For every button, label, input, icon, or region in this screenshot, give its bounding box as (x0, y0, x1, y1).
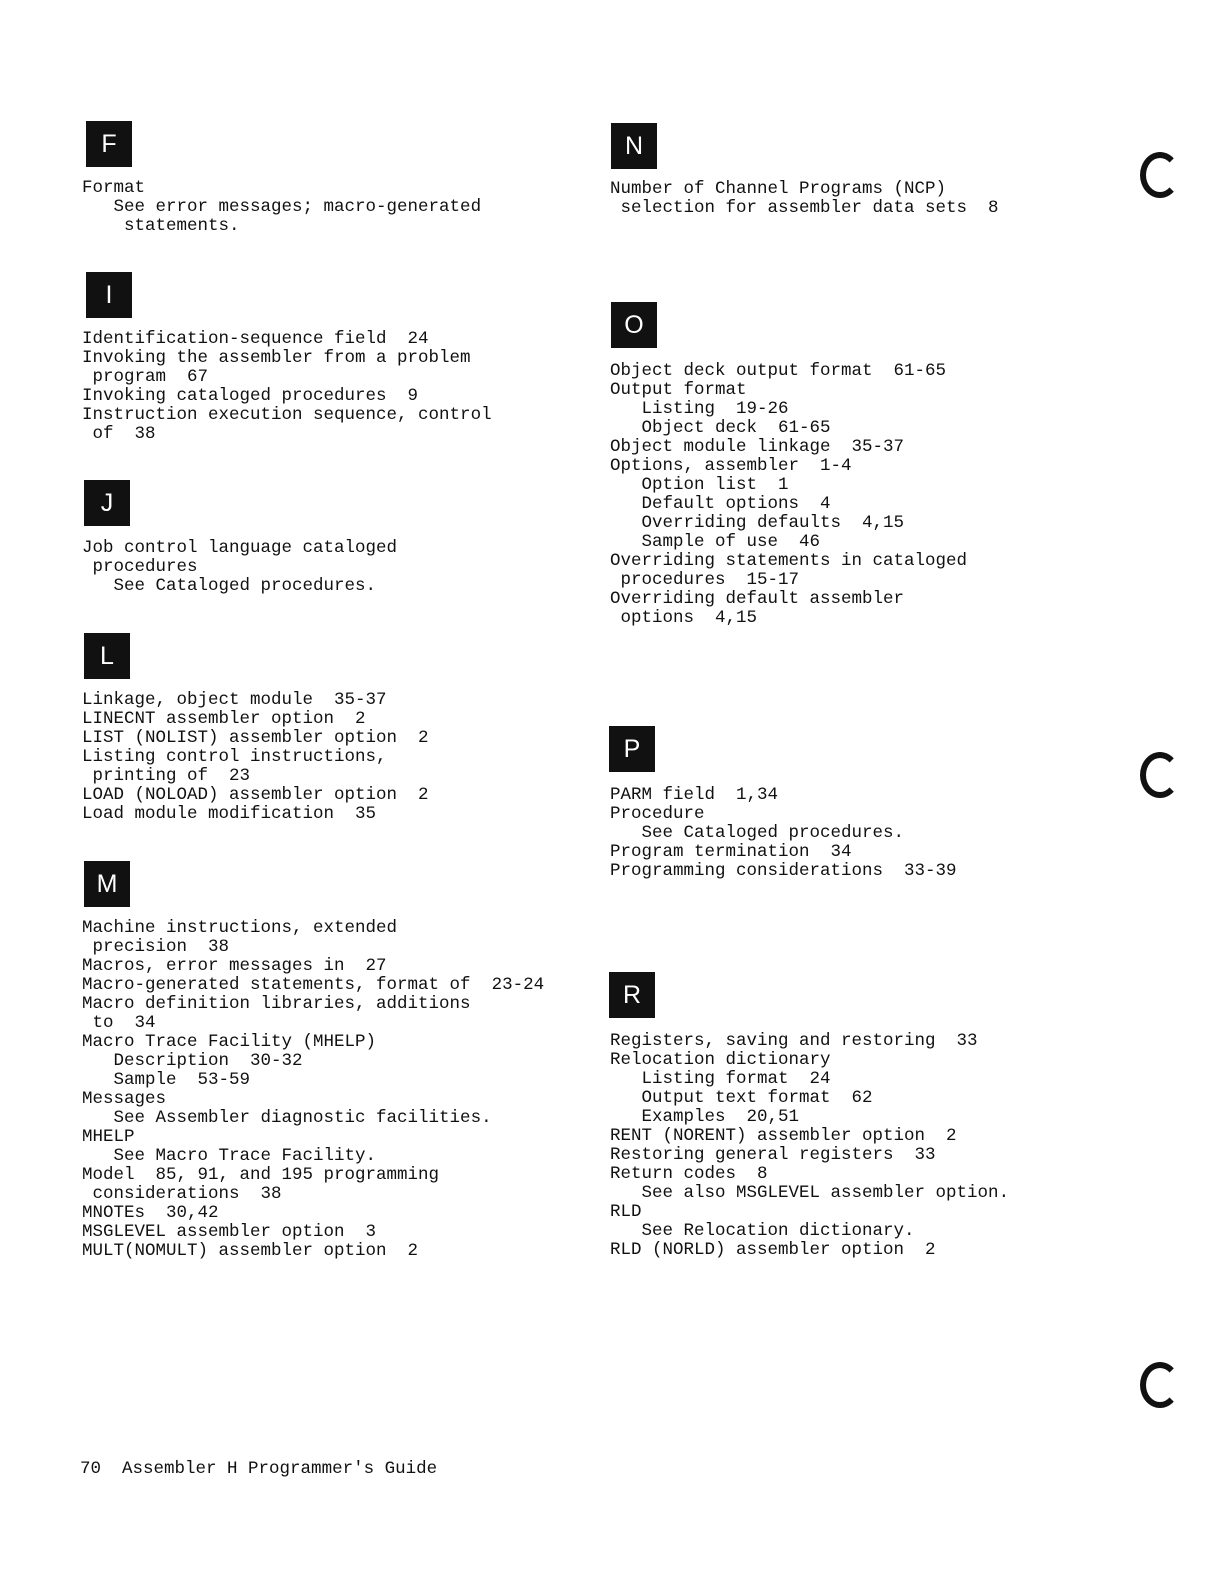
index-entry-line: See Cataloged procedures. (610, 823, 905, 843)
index-entry-line: MNOTEs 30,42 (82, 1203, 219, 1223)
index-entry-list (610, 1032, 1009, 1260)
index-entry-line: Load module modification 35 (82, 804, 377, 824)
index-entry-line: Number of Channel Programs (NCP) (610, 179, 947, 199)
index-entries-O (610, 350, 967, 628)
binder-hole-icon (1140, 752, 1180, 798)
index-entry-list (610, 180, 999, 218)
index-entry-line: See Relocation dictionary. (610, 1221, 915, 1241)
index-entry-line: Output text format 62 (610, 1088, 873, 1108)
index-section-F (86, 121, 132, 167)
index-section-L (84, 633, 130, 679)
index-section-I (86, 272, 132, 318)
index-entries-N (610, 168, 999, 218)
index-entry-list (610, 786, 957, 881)
index-entry-list (82, 919, 544, 1261)
index-entry-line: Messages (82, 1089, 167, 1109)
index-entries-J (82, 527, 397, 596)
index-entry-line: Object deck 61-65 (610, 418, 831, 438)
index-entry-line: Macro-generated statements, format of 23-24 (82, 975, 545, 995)
index-entry-line: Linkage, object module 35-37 (82, 690, 387, 710)
index-section-O (611, 302, 657, 348)
index-entry-line: Listing control instructions, (82, 747, 387, 767)
index-entry-line: program 67 (82, 367, 209, 387)
index-entries-L (82, 679, 429, 824)
index-entry-line: Listing format 24 (610, 1069, 831, 1089)
index-entry-line: Model 85, 91, and 195 programming (82, 1165, 440, 1185)
index-entry-line: See error messages; macro-generated (82, 197, 482, 217)
index-entry-line: Return codes 8 (610, 1164, 768, 1184)
binder-hole-icon (1140, 152, 1180, 198)
index-entry-line: Option list 1 (610, 475, 789, 495)
index-entry-line: of 38 (82, 424, 156, 444)
index-entry-line: Overriding default assembler (610, 589, 905, 609)
index-entry-line: Sample of use 46 (610, 532, 821, 552)
index-entry-line: PARM field 1,34 (610, 785, 779, 805)
index-entry-line: Description 30-32 (82, 1051, 303, 1071)
index-entry-line: Job control language cataloged (82, 538, 398, 558)
index-entry-line: Programming considerations 33-39 (610, 861, 957, 881)
index-section-M (84, 861, 130, 907)
index-entries-M (82, 907, 544, 1261)
index-entry-line: LOAD (NOLOAD) assembler option 2 (82, 785, 429, 805)
index-entry-line: considerations 38 (82, 1184, 282, 1204)
index-entry-line: Overriding defaults 4,15 (610, 513, 905, 533)
index-section-N (611, 123, 657, 169)
index-entry-line: printing of 23 (82, 766, 251, 786)
section-letter-R: R (609, 972, 655, 1018)
section-letter-F: F (86, 121, 132, 167)
index-entry-line: RLD (NORLD) assembler option 2 (610, 1240, 936, 1260)
binder-hole-icon (1140, 1362, 1180, 1408)
index-entry-line: precision 38 (82, 937, 230, 957)
index-entry-line: Relocation dictionary (610, 1050, 831, 1070)
index-entry-line: Invoking the assembler from a problem (82, 348, 471, 368)
index-entry-line: Overriding statements in cataloged (610, 551, 968, 571)
section-letter-P: P (609, 726, 655, 772)
index-entry-list (610, 362, 967, 628)
index-entry-line: Machine instructions, extended (82, 918, 398, 938)
page-number: 70 (80, 1459, 102, 1479)
index-section-J (84, 480, 130, 526)
index-entry-line: See also MSGLEVEL assembler option. (610, 1183, 1010, 1203)
index-entry-line: Procedure (610, 804, 705, 824)
index-entry-line: Sample 53-59 (82, 1070, 251, 1090)
index-entries-F (82, 167, 481, 236)
index-entry-line: See Cataloged procedures. (82, 576, 377, 596)
index-entry-list (82, 539, 397, 596)
index-entry-line: Listing 19-26 (610, 399, 789, 419)
index-entry-line: Program termination 34 (610, 842, 852, 862)
index-entry-line: Restoring general registers 33 (610, 1145, 936, 1165)
index-entry-line: RENT (NORENT) assembler option 2 (610, 1126, 957, 1146)
index-entries-R (610, 1020, 1009, 1260)
index-entry-line: Object module linkage 35-37 (610, 437, 905, 457)
index-entry-line: MSGLEVEL assembler option 3 (82, 1222, 377, 1242)
index-entry-line: Macro Trace Facility (MHELP) (82, 1032, 377, 1052)
section-letter-L: L (84, 633, 130, 679)
index-entry-line: selection for assembler data sets 8 (610, 198, 999, 218)
section-letter-O: O (611, 302, 657, 348)
index-entry-line: Instruction execution sequence, control (82, 405, 492, 425)
index-entry-line: procedures (82, 557, 198, 577)
index-entries-P (610, 774, 957, 881)
index-entry-line: See Assembler diagnostic facilities. (82, 1108, 492, 1128)
index-entry-list (82, 691, 429, 824)
index-entry-line: procedures 15-17 (610, 570, 800, 590)
index-entry-line: RLD (610, 1202, 642, 1222)
section-letter-M: M (84, 861, 130, 907)
index-entry-line: Invoking cataloged procedures 9 (82, 386, 419, 406)
index-section-P (609, 726, 655, 772)
page-footer (80, 1459, 437, 1479)
index-entry-line: Macros, error messages in 27 (82, 956, 387, 976)
index-entry-line: See Macro Trace Facility. (82, 1146, 377, 1166)
section-letter-I: I (86, 272, 132, 318)
index-entries-I (82, 318, 492, 444)
index-entry-line: options 4,15 (610, 608, 758, 628)
index-entry-line: Identification-sequence field 24 (82, 329, 429, 349)
index-entry-line: LINECNT assembler option 2 (82, 709, 366, 729)
index-entry-line: Registers, saving and restoring 33 (610, 1031, 978, 1051)
document-title: Assembler H Programmer's Guide (122, 1459, 438, 1479)
index-entry-line: MULT(NOMULT) assembler option 2 (82, 1241, 419, 1261)
index-entry-list (82, 179, 481, 236)
section-letter-J: J (84, 480, 130, 526)
index-entry-line: Object deck output format 61-65 (610, 361, 947, 381)
index-entry-line: Output format (610, 380, 747, 400)
index-section-R (609, 972, 655, 1018)
index-entry-line: Examples 20,51 (610, 1107, 800, 1127)
section-letter-N: N (611, 123, 657, 169)
index-entry-line: Options, assembler 1-4 (610, 456, 852, 476)
index-entry-line: Format (82, 178, 146, 198)
index-entry-list (82, 330, 492, 444)
index-entry-line: LIST (NOLIST) assembler option 2 (82, 728, 429, 748)
index-entry-line: to 34 (82, 1013, 156, 1033)
index-entry-line: Default options 4 (610, 494, 831, 514)
index-entry-line: Macro definition libraries, additions (82, 994, 471, 1014)
index-entry-line: statements. (82, 216, 240, 236)
index-entry-line: MHELP (82, 1127, 135, 1147)
